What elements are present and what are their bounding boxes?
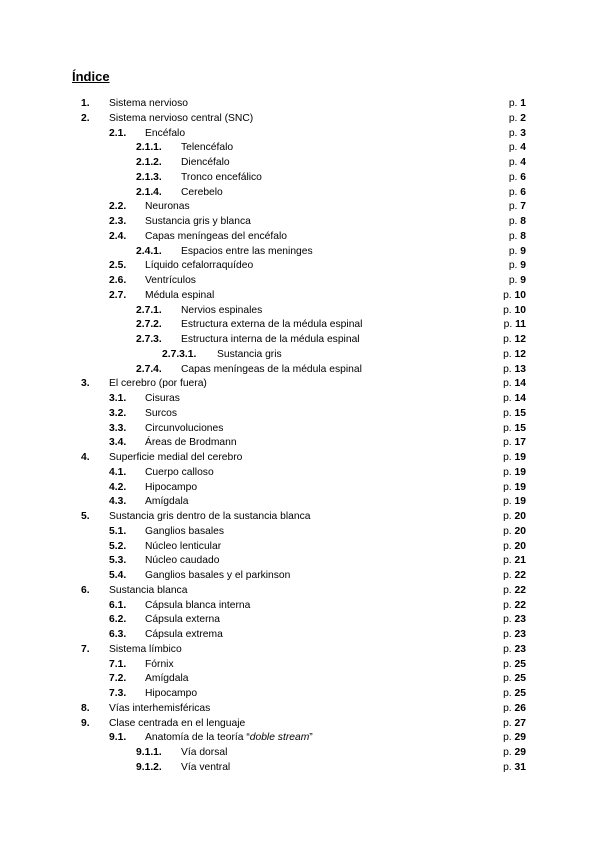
toc-entry-number: 2.7.4. (136, 363, 162, 375)
toc-entry[interactable] (0, 97, 600, 112)
toc-entry-page: p. 15 (503, 407, 526, 419)
toc-entry-page: p. 22 (503, 599, 526, 611)
toc-entry[interactable] (0, 304, 600, 319)
toc-entry-title: Áreas de Brodmann (145, 437, 237, 449)
toc-entry-title: Sistema nervioso (109, 98, 188, 109)
toc-entry-title: Circunvoluciones (145, 422, 224, 434)
toc-entry[interactable] (0, 363, 600, 378)
toc-entry-number: 3. (81, 378, 90, 390)
toc-entry[interactable] (0, 289, 600, 304)
toc-entry-title: Líquido cefalorraquídeo (145, 260, 254, 272)
toc-entry[interactable] (0, 510, 600, 525)
toc-entry-number: 5.2. (109, 540, 127, 552)
toc-entry-title: Anatomía de la teoría “doble stream” (145, 732, 313, 744)
toc-entry-page: p. 23 (503, 629, 526, 640)
toc-entry-number: 3.1. (109, 393, 127, 404)
toc-entry-number: 2.1.2. (136, 157, 162, 168)
toc-entry-title: Cápsula blanca interna (145, 599, 251, 611)
toc-entry-title: Vías interhemisféricas (109, 702, 211, 714)
toc-entry-number: 2.3. (109, 216, 127, 227)
toc-entry[interactable] (0, 407, 600, 422)
toc-entry-page: p. 9 (508, 260, 526, 272)
toc-entry[interactable] (0, 348, 600, 363)
toc-entry-page: p. 20 (503, 525, 526, 537)
toc-entry-page: p. 23 (503, 643, 526, 655)
toc-entry-title: Neuronas (145, 201, 190, 213)
toc-entry-number: 4.2. (109, 481, 127, 493)
toc-entry-page: p. 12 (503, 348, 526, 360)
toc-entry-title: Tronco encefálico (181, 171, 262, 183)
toc-entry-page: p. 11 (503, 319, 526, 331)
toc-entry-page: p. 22 (503, 584, 526, 596)
toc-entry-page: p. 1 (508, 98, 526, 109)
toc-entry-number: 5.4. (109, 570, 127, 581)
toc-entry-title: Sistema nervioso central (SNC) (109, 112, 254, 124)
toc-entry[interactable] (0, 141, 600, 156)
toc-entry-page: p. 23 (503, 614, 526, 626)
toc-entry[interactable] (0, 672, 600, 687)
toc-entry-number: 9.1. (109, 732, 127, 744)
toc-entry-number: 3.4. (109, 437, 127, 449)
toc-entry-page: p. 19 (503, 481, 526, 493)
toc-entry-page: p. 9 (508, 245, 526, 257)
toc-entry-page: p. 20 (503, 540, 526, 552)
toc-entry-number: 4.1. (109, 466, 127, 478)
toc-entry-title: Ganglios basales (145, 525, 224, 537)
toc-entry[interactable] (0, 702, 600, 717)
toc-entry-page: p. 6 (508, 186, 526, 198)
toc-entry-page: p. 25 (503, 688, 526, 699)
toc-entry[interactable] (0, 215, 600, 230)
toc-entry[interactable] (0, 333, 600, 348)
toc-entry[interactable] (0, 731, 600, 746)
toc-entry[interactable] (0, 495, 600, 510)
toc-entry-page: p. 15 (503, 422, 526, 434)
toc-entry[interactable] (0, 761, 600, 776)
toc-entry-page: p. 8 (508, 230, 526, 242)
toc-entry-number: 7.3. (109, 688, 127, 699)
toc-entry-title: Médula espinal (145, 289, 215, 301)
toc-entry[interactable] (0, 112, 600, 127)
toc-entry-number: 1. (81, 98, 90, 109)
toc-entry-number: 3.2. (109, 407, 127, 419)
toc-entry[interactable] (0, 554, 600, 569)
toc-entry-page: p. 25 (503, 658, 526, 670)
toc-entry[interactable] (0, 687, 600, 702)
toc-entry-title: Sustancia blanca (109, 584, 188, 596)
toc-entry[interactable] (0, 481, 600, 496)
toc-entry[interactable] (0, 436, 600, 451)
toc-entry-page: p. 6 (508, 171, 526, 183)
toc-entry[interactable] (0, 584, 600, 599)
toc-entry-title: Nervios espinales (181, 304, 263, 316)
toc-entry-title: Amígdala (145, 496, 189, 508)
toc-entry-title: Hipocampo (145, 688, 198, 699)
toc-entry[interactable] (0, 274, 600, 289)
toc-entry-title: Núcleo caudado (145, 555, 220, 567)
toc-entry-page: p. 10 (503, 289, 526, 301)
toc-entry-title: Vía dorsal (181, 747, 228, 758)
toc-entry-page: p. 19 (503, 466, 526, 478)
toc-entry-number: 5.3. (109, 555, 127, 567)
toc-entry-title: Ventrículos (145, 275, 196, 286)
toc-entry[interactable] (0, 451, 600, 466)
toc-entry-title: Cisuras (145, 393, 180, 404)
toc-entry-title: Fórnix (145, 658, 174, 670)
toc-entry-number: 2.7. (109, 289, 127, 301)
toc-entry-page: p. 29 (503, 732, 526, 744)
toc-entry-page: p. 14 (503, 393, 526, 404)
toc-entry[interactable] (0, 658, 600, 673)
toc-entry[interactable] (0, 245, 600, 260)
toc-entry[interactable] (0, 569, 600, 584)
toc-entry-number: 2.5. (109, 260, 127, 272)
toc-entry[interactable] (0, 127, 600, 142)
toc-entry-page: p. 4 (508, 142, 526, 154)
toc-entry-number: 2.2. (109, 201, 127, 213)
toc-entry-page: p. 27 (503, 717, 526, 729)
toc-entry-page: p. 7 (508, 201, 526, 213)
toc-entry[interactable] (0, 422, 600, 437)
toc-entry[interactable] (0, 525, 600, 540)
toc-entry-number: 2.1.1. (136, 142, 162, 154)
toc-entry-page: p. 17 (503, 437, 526, 449)
toc-entry[interactable] (0, 259, 600, 274)
toc-entry-title: Encéfalo (145, 127, 186, 139)
toc-entry-title: Estructura externa de la médula espinal (181, 319, 363, 331)
toc-entry-title: Ganglios basales y el parkinson (145, 570, 291, 581)
toc-entry-number: 2.1.4. (136, 186, 162, 198)
toc-entry-number: 6.1. (109, 599, 127, 611)
toc-entry-title: Cápsula externa (145, 614, 220, 626)
toc-entry-number: 7. (81, 643, 90, 655)
toc-entry-title: Capas meníngeas del encéfalo (145, 230, 287, 242)
toc-entry-page: p. 20 (503, 511, 526, 522)
toc-entry-number: 3.3. (109, 422, 127, 434)
toc-entry-number: 2.4. (109, 230, 127, 242)
toc-entry-page: p. 3 (508, 127, 526, 139)
page-title: Índice (72, 69, 110, 84)
toc-entry-page: p. 14 (503, 378, 526, 390)
toc-entry-number: 6.3. (109, 629, 127, 640)
toc-entry-number: 2.7.1. (136, 304, 162, 316)
toc-entry-number: 7.1. (109, 658, 127, 670)
toc-entry-title: Sustancia gris y blanca (145, 216, 251, 227)
toc-entry-number: 9. (81, 717, 90, 729)
toc-entry-page: p. 26 (503, 702, 526, 714)
toc-entry-page: p. 22 (503, 570, 526, 581)
toc-entry-number: 2.7.3.1. (162, 348, 197, 360)
toc-entry-title: Clase centrada en el lenguaje (109, 717, 246, 729)
toc-entry-title: Capas meníngeas de la médula espinal (181, 363, 362, 375)
toc-entry-title: Cerebelo (181, 186, 223, 198)
toc-entry-page: p. 10 (503, 304, 526, 316)
toc-entry[interactable] (0, 540, 600, 555)
toc-entry[interactable] (0, 599, 600, 614)
toc-entry-page: p. 19 (503, 452, 526, 463)
toc-entry-page: p. 19 (503, 496, 526, 508)
toc-entry-number: 2.4.1. (136, 245, 162, 257)
toc-entry[interactable] (0, 200, 600, 215)
toc-entry-page: p. 31 (503, 761, 526, 773)
toc-entry-number: 7.2. (109, 673, 127, 685)
toc-entry-title: Amígdala (145, 673, 189, 685)
toc-entry-number: 5.1. (109, 525, 127, 537)
toc-entry-number: 6.2. (109, 614, 127, 626)
toc-entry-number: 4. (81, 452, 90, 463)
toc-entry-title: Diencéfalo (181, 157, 230, 168)
toc-entry[interactable] (0, 746, 600, 761)
toc-entry[interactable] (0, 613, 600, 628)
toc-entry[interactable] (0, 643, 600, 658)
toc-entry-number: 2.7.2. (136, 319, 162, 331)
toc-entry[interactable] (0, 171, 600, 186)
toc-entry[interactable] (0, 156, 600, 171)
toc-entry-page: p. 21 (503, 555, 526, 567)
toc-entry-number: 6. (81, 584, 90, 596)
toc-entry-title: Hipocampo (145, 481, 198, 493)
toc-entry[interactable] (0, 717, 600, 732)
toc-entry-number: 9.1.1. (136, 747, 162, 758)
toc-entry-title: Sistema límbico (109, 643, 182, 655)
toc-entry-number: 5. (81, 511, 90, 522)
toc-entry-title: El cerebro (por fuera) (109, 378, 207, 390)
toc-entry-number: 2. (81, 112, 90, 124)
toc-entry-number: 4.3. (109, 496, 127, 508)
toc-entry-title: Sustancia gris (217, 348, 282, 360)
toc-entry-number: 2.1. (109, 127, 127, 139)
toc-entry[interactable] (0, 466, 600, 481)
toc-entry-page: p. 25 (503, 673, 526, 685)
toc-entry-page: p. 13 (503, 363, 526, 375)
toc-entry[interactable] (0, 628, 600, 643)
toc-entry[interactable] (0, 377, 600, 392)
toc-entry-title: Surcos (145, 407, 178, 419)
toc-entry-page: p. 2 (508, 112, 526, 124)
toc-entry-title: Espacios entre las meninges (181, 245, 313, 257)
toc-entry-page: p. 12 (503, 334, 526, 345)
toc-entry-title: Cuerpo calloso (145, 466, 214, 478)
table-of-contents (0, 97, 600, 776)
toc-entry-number: 2.6. (109, 275, 127, 286)
toc-entry-title: Núcleo lenticular (145, 540, 222, 552)
toc-entry-title: Superficie medial del cerebro (109, 452, 243, 463)
toc-entry-title-emphasis: doble stream (249, 732, 310, 744)
toc-entry-page: p. 8 (508, 216, 526, 227)
toc-entry-number: 2.7.3. (136, 334, 162, 345)
toc-entry[interactable] (0, 318, 600, 333)
toc-entry-title: Estructura interna de la médula espinal (181, 334, 360, 345)
toc-entry[interactable] (0, 230, 600, 245)
toc-entry-number: 2.1.3. (136, 171, 162, 183)
toc-entry[interactable] (0, 392, 600, 407)
toc-entry-title: Vía ventral (181, 761, 231, 773)
toc-entry-title: Telencéfalo (181, 142, 234, 154)
toc-entry-title: Sustancia gris dentro de la sustancia blanca (109, 511, 311, 522)
toc-entry-page: p. 29 (503, 747, 526, 758)
toc-entry-number: 9.1.2. (136, 761, 162, 773)
toc-entry-page: p. 4 (508, 157, 526, 168)
toc-entry-title: Cápsula extrema (145, 629, 223, 640)
toc-entry[interactable] (0, 186, 600, 201)
toc-entry-number: 8. (81, 702, 90, 714)
toc-entry-page: p. 9 (508, 275, 526, 286)
